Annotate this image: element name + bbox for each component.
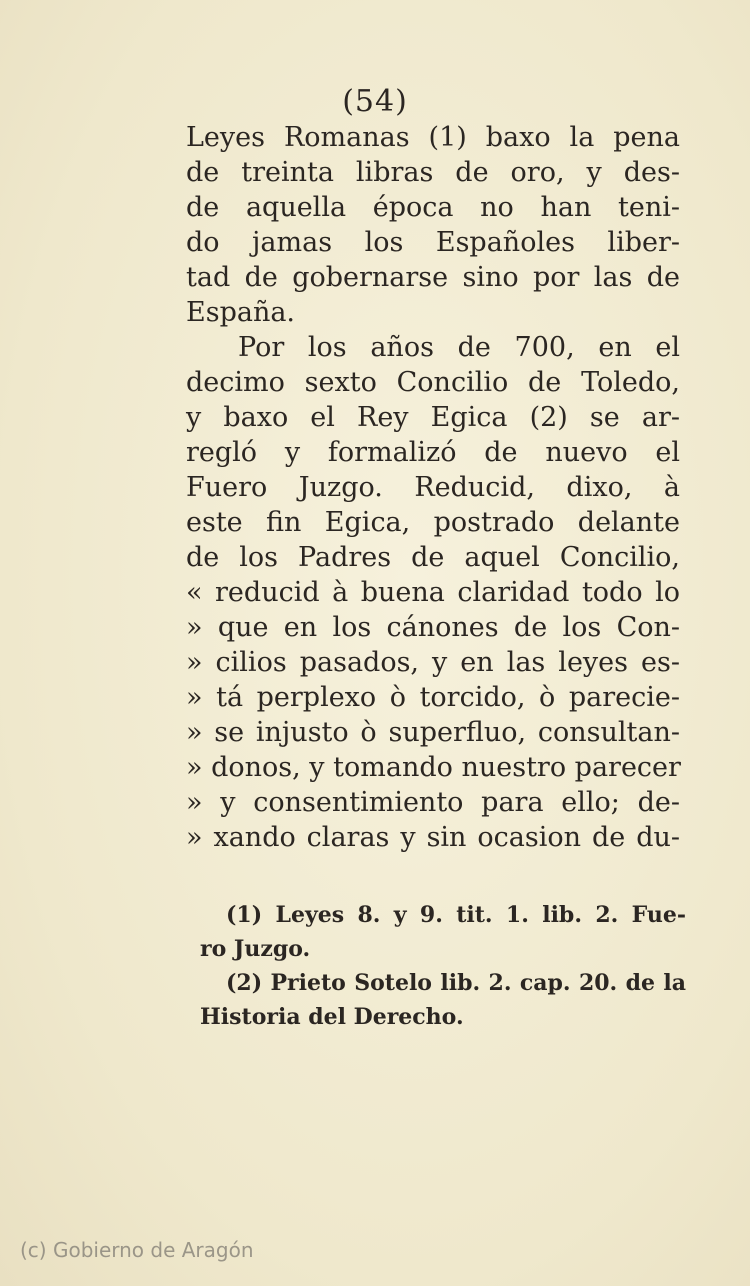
text-line: Fuero Juzgo. Reducid, dixo, à xyxy=(186,472,680,503)
text-line: España. xyxy=(186,297,296,328)
text-line: » se injusto ò superfluo, consultan- xyxy=(186,717,680,748)
text-line: y baxo el Rey Egica (2) se ar- xyxy=(186,402,680,433)
text-line: » y consentimiento para ello; de- xyxy=(186,787,680,818)
text-line: de aquella época no han teni- xyxy=(186,192,680,223)
footnote-line: (2) Prieto Sotelo lib. 2. cap. 20. de la xyxy=(226,970,686,996)
footnotes xyxy=(200,898,686,1034)
footnote-line: (1) Leyes 8. y 9. tit. 1. lib. 2. Fue- xyxy=(226,902,686,928)
text-line: de los Padres de aquel Concilio, xyxy=(186,542,680,573)
copyright-credit: (c) Gobierno de Aragón xyxy=(20,1238,254,1262)
text-line: » que en los cánones de los Con- xyxy=(186,612,680,643)
text-line: decimo sexto Concilio de Toledo, xyxy=(186,367,680,398)
text-line: » xando claras y sin ocasion de du- xyxy=(186,822,680,853)
page-number: (54) xyxy=(342,84,408,119)
text-line: do jamas los Españoles liber- xyxy=(186,227,680,258)
footnote-line: Historia del Derecho. xyxy=(200,1004,464,1030)
text-line: « reducid à buena claridad todo lo xyxy=(186,577,680,608)
text-line: tad de gobernarse sino por las de xyxy=(186,262,680,293)
text-line: de treinta libras de oro, y des- xyxy=(186,157,680,188)
text-line: » cilios pasados, y en las leyes es- xyxy=(186,647,680,678)
text-line: Leyes Romanas (1) baxo la pena xyxy=(186,122,680,153)
body-text xyxy=(186,120,680,855)
text-line: » tá perplexo ò torcido, ò parecie- xyxy=(186,682,680,713)
text-line: este fin Egica, postrado delante xyxy=(186,507,680,538)
text-line: » donos, y tomando nuestro parecer xyxy=(186,752,681,783)
footnote-line: ro Juzgo. xyxy=(200,936,311,962)
text-line: Por los años de 700, en el xyxy=(238,332,680,363)
text-line: regló y formalizó de nuevo el xyxy=(186,437,680,468)
